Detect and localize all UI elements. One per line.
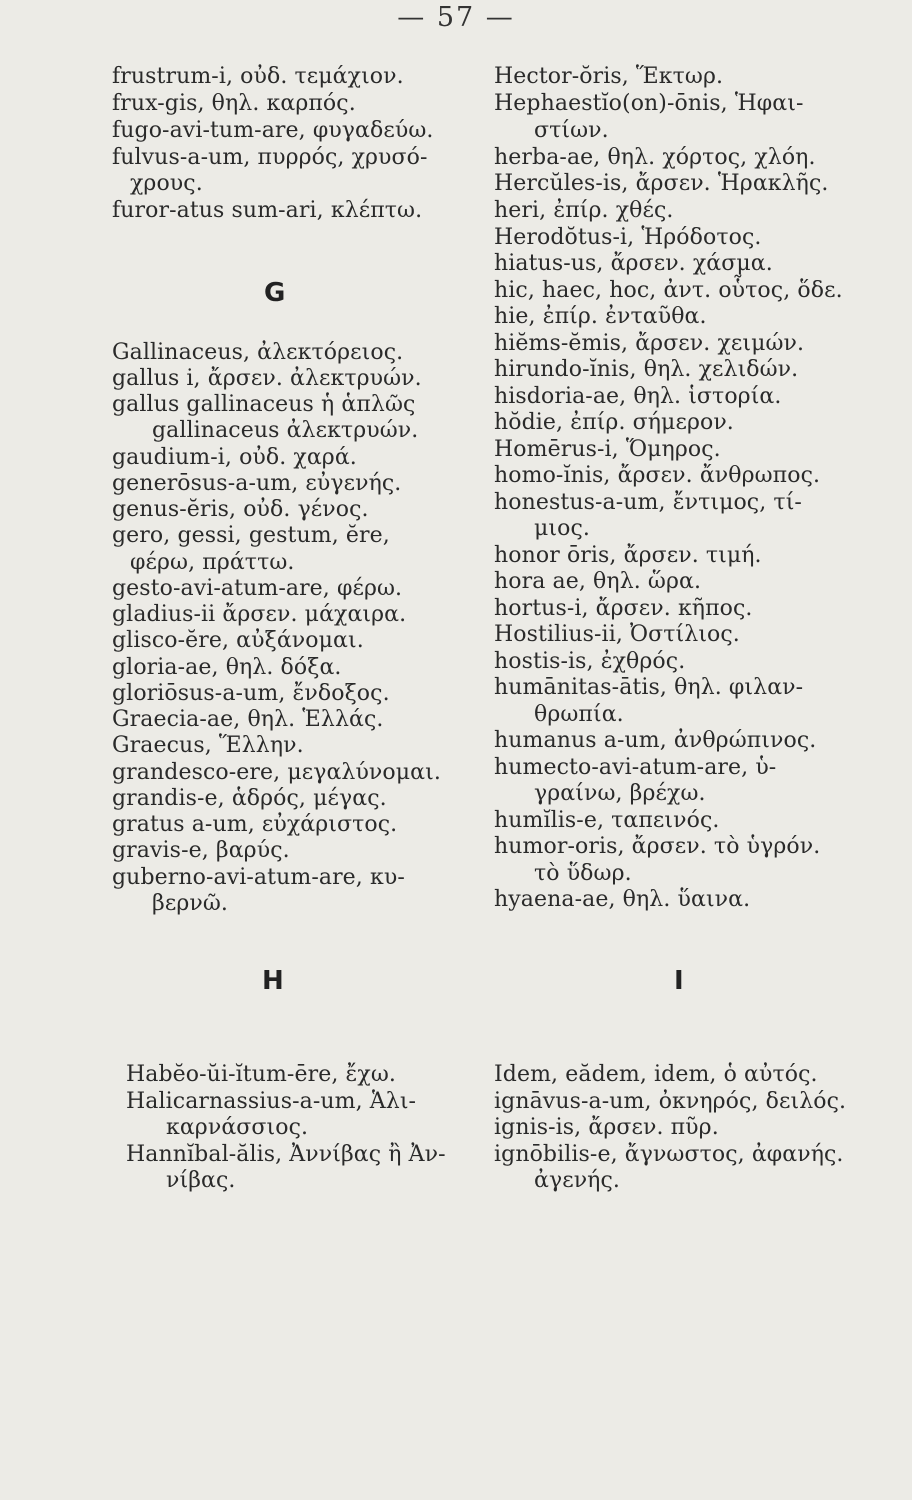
entry-line: gladius-ii ἄρσεν. μάχαιρα.: [112, 602, 407, 627]
entry-line: honor ōris, ἄρσεν. τιμή.: [494, 543, 762, 568]
entry-line: gero, gessi, gestum, ĕre,: [112, 523, 390, 548]
entry-line: fugo-avi-tum-are, φυγαδεύω.: [112, 118, 434, 143]
entry-line: Idem, eădem, idem, ὁ αὐτός.: [494, 1062, 818, 1087]
entry-line: hic, haec, hoc, ἀντ. οὗτος, ὅδε.: [494, 278, 843, 303]
entry-line: ignōbilis-e, ἄγνωστος, ἀφανής.: [494, 1142, 844, 1167]
entry-line: grandesco-ere, μεγαλύνομαι.: [112, 760, 441, 785]
entry-line: τὸ ὕδωρ.: [534, 861, 632, 886]
entry-line: genus-ĕris, οὐδ. γένος.: [112, 497, 369, 522]
entry-line: grandis-e, ἁδρός, μέγας.: [112, 786, 387, 811]
section-letter-h: H: [262, 966, 284, 996]
section-letter-g: G: [264, 278, 286, 308]
entry-line: Homērus-i, Ὅμηρος.: [494, 437, 721, 462]
entry-line: Herodŏtus-i, Ἡρόδοτος.: [494, 225, 762, 250]
entry-line: honestus-a-um, ἔντιμος, τί-: [494, 490, 802, 515]
entry-line: homo-ĭnis, ἄρσεν. ἄνθρωπος.: [494, 463, 821, 488]
entry-line: glisco-ĕre, αὐξάνομαι.: [112, 628, 364, 653]
entry-line: guberno-avi-atum-are, κυ-: [112, 865, 405, 890]
entry-line: gravis-e, βαρύς.: [112, 838, 290, 863]
entry-line: hŏdie, ἐπίρ. σήμερον.: [494, 410, 734, 435]
entry-line: Graecus, Ἕλλην.: [112, 733, 304, 758]
entry-line: Hercŭles-is, ἄρσεν. Ἡρακλῆς.: [494, 171, 829, 196]
entry-line: gallus i, ἄρσεν. ἀλεκτρυών.: [112, 366, 422, 391]
entry-line: hora ae, θηλ. ὥρα.: [494, 569, 702, 594]
entry-line: gallinaceus ἀλεκτρυών.: [152, 418, 419, 443]
entry-line: gallus gallinaceus ἡ ἁπλῶς: [112, 392, 416, 417]
entry-line: μιος.: [534, 516, 590, 541]
entry-line: humor-oris, ἄρσεν. τὸ ὑγρόν.: [494, 834, 821, 859]
entry-line: ἀγενής.: [534, 1168, 620, 1193]
entry-line: στίων.: [534, 118, 609, 143]
entry-line: θρωπία.: [534, 702, 624, 727]
entry-line: humanus a-um, ἀνθρώπινος.: [494, 728, 817, 753]
entry-line: gloria-ae, θηλ. δόξα.: [112, 655, 342, 680]
entry-line: fulvus-a-um, πυρρός, χρυσό-: [112, 145, 428, 170]
entry-line: Graecia-ae, θηλ. Ἑλλάς.: [112, 707, 384, 732]
entry-line: humecto-avi-atum-are, ὑ-: [494, 755, 777, 780]
entry-line: Gallinaceus, ἀλεκτόρειος.: [112, 340, 404, 365]
entry-line: gloriōsus-a-um, ἔνδοξος.: [112, 681, 390, 706]
entry-line: βερνῶ.: [152, 891, 228, 916]
entry-line: frustrum-i, οὐδ. τεμάχιον.: [112, 64, 404, 89]
section-letter-i: I: [674, 966, 684, 996]
entry-line: ignis-is, ἄρσεν. πῦρ.: [494, 1115, 719, 1140]
entry-line: herba-ae, θηλ. χόρτος, χλόη.: [494, 145, 816, 170]
entry-line: Halicarnassius-a-um, Ἁλι-: [126, 1089, 417, 1114]
entry-line: ignāvus-a-um, ὀκνηρός, δειλός.: [494, 1089, 847, 1114]
entry-line: humĭlis-e, ταπεινός.: [494, 808, 720, 833]
entry-line: Hephaestĭo(on)-ōnis, Ἡφαι-: [494, 91, 804, 116]
entry-line: hortus-i, ἄρσεν. κῆπος.: [494, 596, 753, 621]
entry-line: humānitas-ātis, θηλ. φιλαν-: [494, 675, 804, 700]
entry-line: gesto-avi-atum-are, φέρω.: [112, 576, 403, 601]
entry-line: καρνάσσιος.: [166, 1115, 309, 1140]
entry-line: φέρω, πράττω.: [130, 550, 295, 575]
entry-line: γραίνω, βρέχω.: [534, 781, 706, 806]
entry-line: hisdoria-ae, θηλ. ἱστορία.: [494, 384, 782, 409]
entry-line: generōsus-a-um, εὐγενής.: [112, 471, 402, 496]
entry-line: χρους.: [130, 171, 203, 196]
entry-line: frux-gis, θηλ. καρπός.: [112, 91, 356, 116]
entry-line: hostis-is, ἐχθρός.: [494, 649, 686, 674]
entry-line: gratus a-um, εὐχάριστος.: [112, 812, 398, 837]
entry-line: Hector-ŏris, Ἕκτωρ.: [494, 64, 724, 89]
entry-line: hyaena-ae, θηλ. ὕαινα.: [494, 887, 751, 912]
entry-line: furor-atus sum-ari, κλέπτω.: [112, 198, 423, 223]
entry-line: Habĕo-ŭi-ĭtum-ēre, ἔχω.: [126, 1062, 396, 1087]
entry-line: νίβας.: [166, 1168, 236, 1193]
entry-line: Hannĭbal-ălis, Ἀννίβας ἢ Ἀν-: [126, 1142, 446, 1167]
entry-line: hiĕms-ĕmis, ἄρσεν. χειμών.: [494, 331, 805, 356]
page-number: — 57 —: [397, 2, 515, 33]
entry-line: hie, ἐπίρ. ἐνταῦθα.: [494, 304, 707, 329]
entry-line: hiatus-us, ἄρσεν. χάσμα.: [494, 251, 773, 276]
entry-line: gaudium-i, οὐδ. χαρά.: [112, 445, 357, 470]
entry-line: hirundo-ĭnis, θηλ. χελιδών.: [494, 357, 799, 382]
entry-line: Hostilius-ii, Ὀστίλιος.: [494, 622, 740, 647]
entry-line: heri, ἐπίρ. χθές.: [494, 198, 674, 223]
